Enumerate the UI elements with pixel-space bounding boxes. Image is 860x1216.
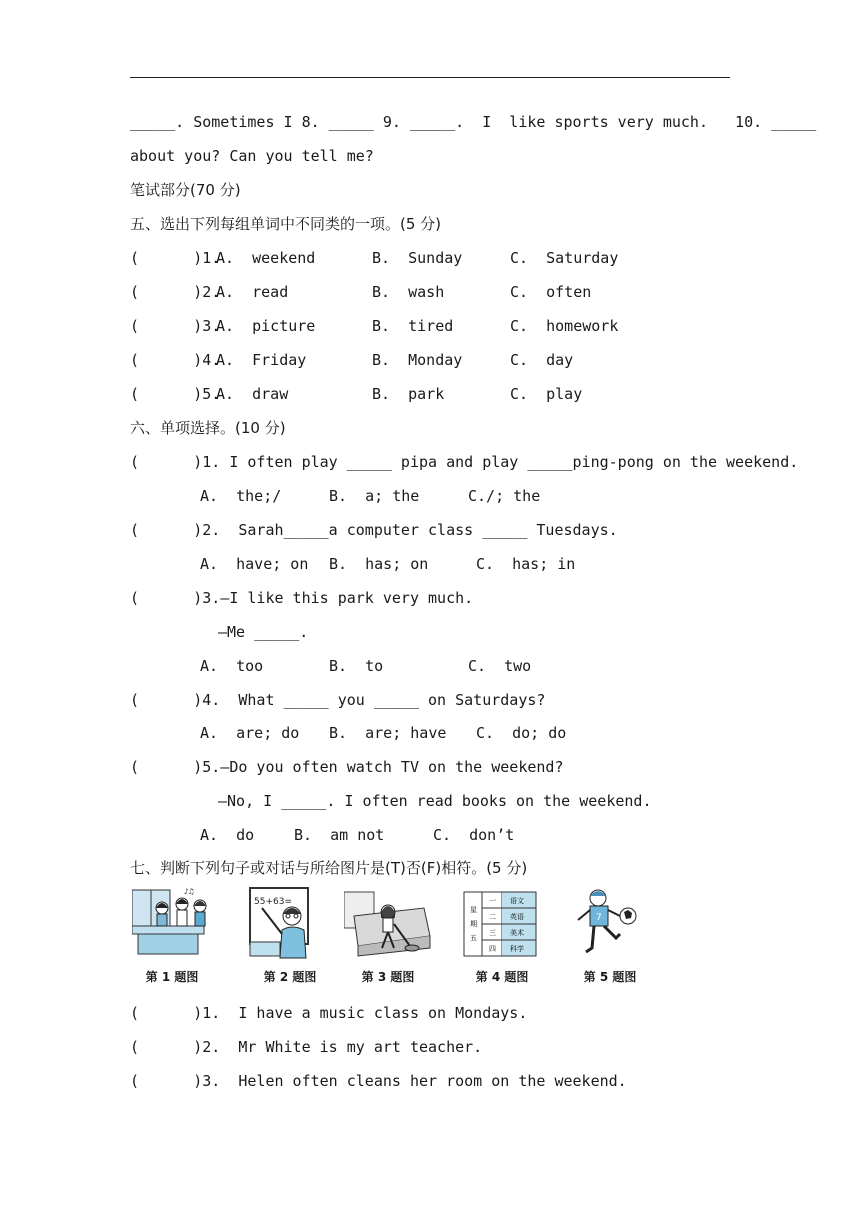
- s5-q4-number: ( )4.: [130, 351, 221, 369]
- caption-picture-4: 第 4 题图: [475, 970, 529, 984]
- s5-q2-number: ( )2.: [130, 283, 221, 301]
- s6-q3-option-a: A. too: [200, 657, 264, 675]
- s6-q1-option-b: B. a; the: [329, 487, 420, 505]
- s5-q5-option-a: A. draw: [216, 385, 289, 403]
- s5-q1-option-c: C. Saturday: [510, 249, 619, 267]
- timetable-day-1: 星: [470, 906, 477, 914]
- s5-q1-option-b: B. Sunday: [372, 249, 463, 267]
- timetable-period-2: 二: [489, 913, 496, 921]
- s5-q5-number: ( )5.: [130, 385, 221, 403]
- s5-q3-option-c: C. homework: [510, 317, 619, 335]
- s5-q4-option-a: A. Friday: [216, 351, 307, 369]
- s6-q3-stem: ( )3.—I like this park very much.: [130, 589, 474, 607]
- s6-q2-stem: ( )2. Sarah_____a computer class _____ Tuesdays.: [130, 521, 618, 539]
- continuation-line-1: _____. Sometimes I 8. _____ 9. _____. I like sports very much. 10. _____: [130, 113, 817, 131]
- s7-item-1: ( )1. I have a music class on Mondays.: [130, 1004, 528, 1022]
- timetable-subject-2: 英语: [510, 913, 524, 921]
- timetable-subject-1: 语文: [510, 897, 524, 905]
- s6-q5-option-b: B. am not: [294, 826, 385, 844]
- top-rule: [130, 77, 730, 78]
- s6-q2-option-b: B. has; on: [329, 555, 429, 573]
- picture-5-football: [572, 886, 644, 960]
- s6-q3-reply: —Me _____.: [218, 623, 309, 641]
- s6-q2-option-c: C. has; in: [476, 555, 576, 573]
- s5-q3-option-a: A. picture: [216, 317, 316, 335]
- section5-title: 五、选出下列每组单词中不同类的一项。(5 分): [130, 215, 442, 233]
- s7-item-3: ( )3. Helen often cleans her room on the weekend.: [130, 1072, 627, 1090]
- s6-q5-option-a: A. do: [200, 826, 255, 844]
- timetable-subject-3: 美术: [510, 929, 524, 937]
- board-equation: 55+63=: [254, 897, 292, 907]
- s5-q2-option-a: A. read: [216, 283, 289, 301]
- written-part-heading: 笔试部分(70 分): [130, 181, 241, 199]
- picture-4-timetable: [462, 886, 538, 960]
- timetable-period-4: 四: [489, 945, 496, 953]
- s5-q2-option-c: C. often: [510, 283, 592, 301]
- s6-q4-option-b: B. are; have: [329, 724, 447, 742]
- s6-q2-option-a: A. have; on: [200, 555, 309, 573]
- continuation-line-2: about you? Can you tell me?: [130, 147, 374, 165]
- s6-q3-option-b: B. to: [329, 657, 384, 675]
- svg-text:7: 7: [596, 913, 602, 923]
- s6-q1-stem: ( )1. I often play _____ pipa and play _____ping-pong on the weekend.: [130, 453, 799, 471]
- s5-q4-option-c: C. day: [510, 351, 574, 369]
- s5-q1-option-a: A. weekend: [216, 249, 316, 267]
- section6-title: 六、单项选择。(10 分): [130, 419, 286, 437]
- s6-q1-option-a: A. the;/: [200, 487, 282, 505]
- s5-q3-option-b: B. tired: [372, 317, 454, 335]
- s6-q4-option-c: C. do; do: [476, 724, 567, 742]
- s5-q5-option-c: C. play: [510, 385, 583, 403]
- s5-q5-option-b: B. park: [372, 385, 445, 403]
- picture-2-teacher-board: [248, 886, 328, 960]
- caption-picture-3: 第 3 题图: [361, 970, 415, 984]
- s6-q4-stem: ( )4. What _____ you _____ on Saturdays?: [130, 691, 546, 709]
- caption-picture-2: 第 2 题图: [263, 970, 317, 984]
- s6-q3-option-c: C. two: [468, 657, 532, 675]
- s7-item-2: ( )2. Mr White is my art teacher.: [130, 1038, 483, 1056]
- picture-1-classroom: [132, 886, 212, 960]
- s5-q1-number: ( )1.: [130, 249, 221, 267]
- s5-q3-number: ( )3.: [130, 317, 221, 335]
- caption-picture-1: 第 1 题图: [145, 970, 199, 984]
- picture-3-cleaning-room: [344, 886, 434, 960]
- s5-q4-option-b: B. Monday: [372, 351, 463, 369]
- s6-q5-reply: —No, I _____. I often read books on the weekend.: [218, 792, 652, 810]
- section7-title: 七、判断下列句子或对话与所给图片是(T)否(F)相符。(5 分): [130, 859, 528, 877]
- s5-q2-option-b: B. wash: [372, 283, 445, 301]
- caption-picture-5: 第 5 题图: [583, 970, 637, 984]
- timetable-subject-4: 科学: [510, 945, 524, 953]
- s6-q1-option-c: C./; the: [468, 487, 541, 505]
- s6-q5-stem: ( )5.—Do you often watch TV on the weekend?: [130, 758, 564, 776]
- timetable-day-3: 五: [470, 934, 477, 942]
- svg-text:♪♫: ♪♫: [184, 887, 194, 896]
- timetable-day-2: 期: [470, 920, 477, 928]
- s6-q4-option-a: A. are; do: [200, 724, 300, 742]
- s6-q5-option-c: C. don’t: [433, 826, 515, 844]
- timetable-period-1: 一: [489, 897, 496, 905]
- timetable-period-3: 三: [489, 929, 496, 937]
